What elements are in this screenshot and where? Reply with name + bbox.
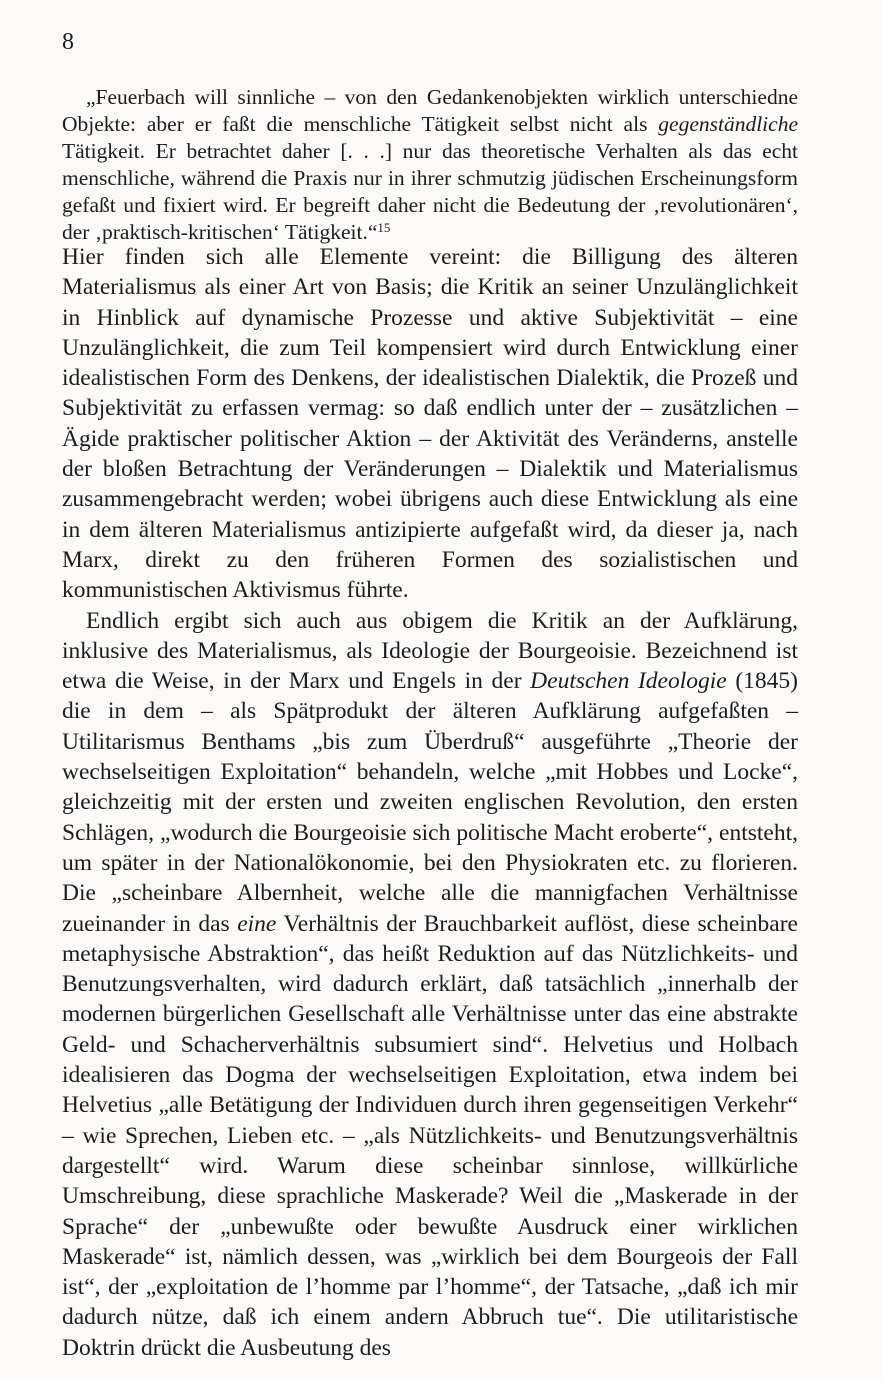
quote-text-1: „Feuerbach will sinnliche – von den Gedankenobjekten wirklich unterschiedne Objekte: aber er faßt die menschliche Tätigkeit selbst nicht als: [62, 85, 798, 136]
quote-text-2: Tätigkeit. Er betrachtet daher [. . .] nur das theoretische Verhalten als das echt menschliche, während die Praxis nur in ihrer schmutzig jüdischen Erscheinungsform gefaßt und fixiert wird. Er begreift daher nicht die Bedeutung der ‚revolutionären‘, der ‚praktisch-kritischen‘ Tätigkeit.“: [62, 139, 798, 244]
quote-paragraph: [62, 84, 798, 246]
quote-emphasis: gegenständliche: [658, 112, 798, 136]
book-title-emphasis: Deutschen Ideologie: [530, 668, 727, 695]
word-emphasis: eine: [237, 910, 277, 937]
paragraph-2-text-1: Endlich ergibt sich auch aus obigem die Kritik an der Aufklärung, inklusive des Materialismus, als Ideologie der Bourgeoisie. Bezeichnend ist etwa die Weise, in der Marx und Engels in der: [62, 607, 798, 695]
paragraph-2: [62, 606, 798, 1363]
paragraph-1: Hier finden sich alle Elemente vereint: die Billigung des älteren Materialismus als einer Art von Basis; die Kritik an seiner Unzulänglichkeit in Hinblick auf dynamische Prozesse und aktive Subjektivität – eine Unzulänglichkeit, die zum Teil kompensiert wird durch Entwicklung einer idealistischen Form des Denkens, der idealistischen Dialektik, die Prozeß und Subjektivität zu erfassen vermag: so daß endlich unter der – zusätzlichen – Ägide praktischer politischer Aktion – der Aktivität des Veränderns, anstelle der bloßen Betrachtung der Veränderungen – Dialektik und Materialismus zusammengebracht werden; wobei übrigens auch diese Entwicklung als eine in dem älteren Materialismus antizipierte aufgefaßt wird, da dieser ja, nach Marx, direkt zu den früheren Formen des sozialistischen und kommunistischen Aktivismus führte.: [62, 244, 798, 604]
body-text: [62, 242, 798, 1363]
paragraph-2-text-3: Verhältnis der Brauchbarkeit auflöst, diese scheinbare metaphysische Abstraktion“, das heißt Reduktion auf das Nützlichkeits- und Benutzungsverhalten, wird dadurch erklärt, daß tatsächlich „innerhalb der modernen bürgerlichen Gesellschaft alle Verhältnisse unter das eine abstrakte Geld- und Schacherverhältnis subsumiert sind“. Helvetius und Holbach idealisieren das Dogma der wechselseitigen Exploitation, etwa indem bei Helvetius „alle Betätigung der Individuen durch ihren gegenseitigen Verkehr“ – wie Sprechen, Lieben etc. – „als Nützlichkeits- und Benutzungsverhältnis dargestellt“ wird. Warum diese scheinbar sinnlose, willkürliche Umschreibung, diese sprachliche Maskerade? Weil die „Maskerade in der Sprache“ der „unbewußte oder bewußte Ausdruck einer wirklichen Maskerade“ ist, nämlich dessen, was „wirklich bei dem Bourgeois der Fall ist“, der „exploitation de l’homme par l’homme“, der Tatsache, „daß ich mir dadurch nütze, daß ich einem andern Abbruch tue“. Die utilitaristische Doktrin drückt die Ausbeutung des: [62, 910, 798, 1361]
block-quote: [62, 84, 798, 246]
page-number: 8: [62, 29, 74, 55]
footnote-marker: 15: [377, 220, 391, 235]
paragraph-2-text-2: (1845) die in dem – als Spätprodukt der älteren Aufklärung aufgefaßten – Utilitarismus Benthams „bis zum Überdruß“ ausgeführte „Theorie der wechselseitigen Exploitation“ behandeln, welche „mit Hobbes und Locke“, gleichzeitig mit der ersten und zweiten englischen Revolution, den ersten Schlägen, „wodurch die Bourgeoisie sich politische Macht eroberte“, entsteht, um später in der Nationalökonomie, bei den Physiokraten etc. zu florieren. Die „scheinbare Albernheit, welche alle die mannigfachen Verhältnisse zueinander in das: [62, 668, 798, 937]
